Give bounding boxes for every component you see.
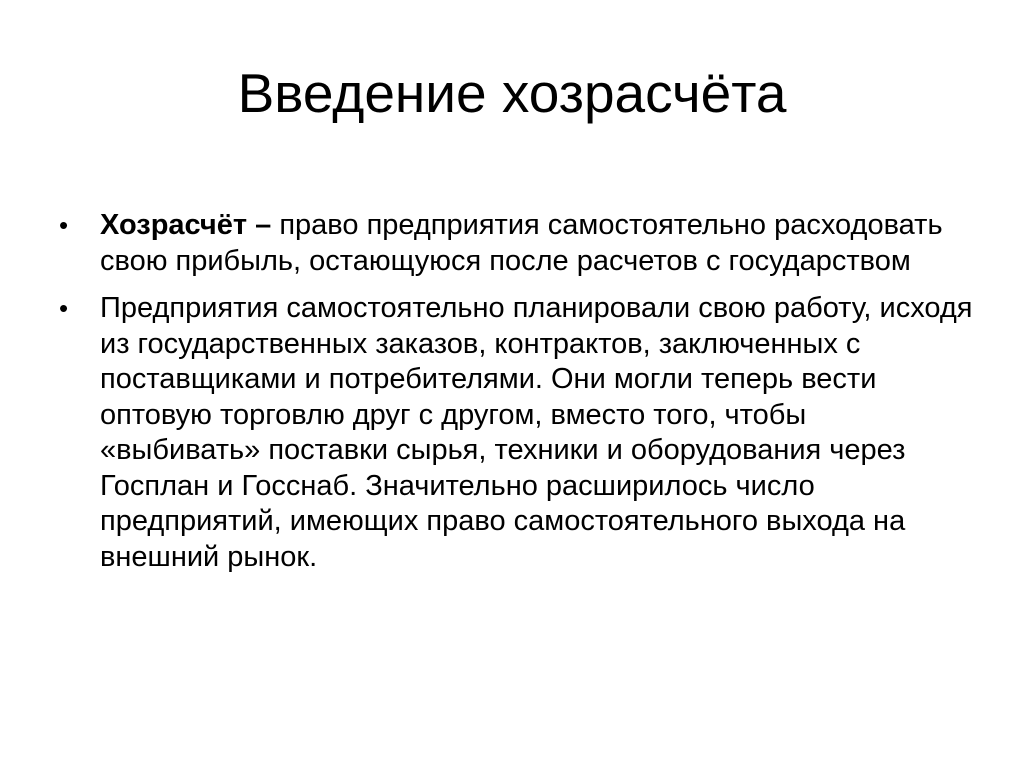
bullet-icon: • — [59, 210, 69, 240]
bullet-item-khozraschet-definition — [54, 208, 974, 279]
bullet-text: Предприятия самостоятельно планировали свою работу, исходя из государственных заказов, контрактов, заключенных с поставщиками и потребителями. Они могли теперь вести оптовую торговлю друг с другом, вместо того, чтобы «выбивать» поставки сырья, техники и оборудования через Госплан и Госснаб. Значительно расширилось число предприятий, имеющих право самостоятельного выхода на внешний рынок. — [100, 292, 973, 573]
bullet-list — [54, 208, 974, 587]
slide-title: Введение хозрасчёта — [237, 62, 787, 124]
bullet-item-enterprise-planning — [54, 291, 974, 575]
bullet-icon: • — [59, 293, 69, 323]
bullet-term: Хозрасчёт – — [100, 209, 272, 241]
bullet-text: право предприятия самостоятельно расходовать свою прибыль, остающуюся после расчетов с государством — [100, 209, 943, 277]
